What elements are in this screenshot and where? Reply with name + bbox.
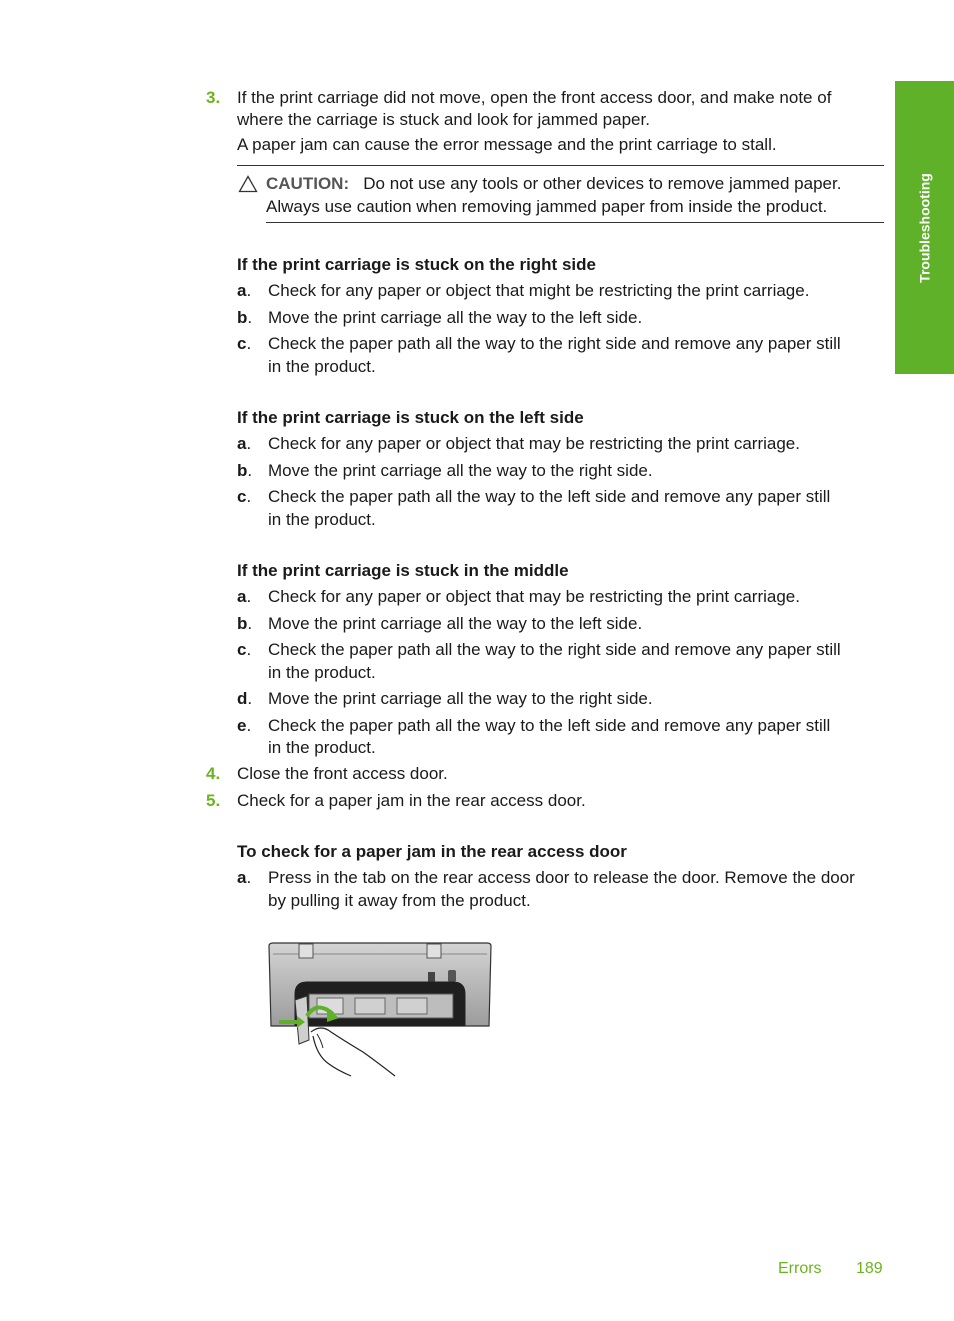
step-text: Close the front access door. — [237, 764, 448, 783]
list-letter: e. — [237, 716, 252, 735]
caution-triangle-icon — [238, 175, 258, 193]
list-item: Press in the tab on the rear access door to release the door. Remove the door — [268, 868, 855, 887]
list-item: Check the paper path all the way to the left side and remove any paper still — [268, 487, 831, 506]
list-item: Move the print carriage all the way to the right side. — [268, 461, 653, 480]
list-item: Move the print carriage all the way to the left side. — [268, 614, 643, 633]
step-text: where the carriage is stuck and look for jammed paper. — [237, 110, 650, 129]
section-tab-label: Troubleshooting — [916, 172, 932, 283]
list-letter: a. — [237, 281, 252, 300]
caution-label: CAUTION: — [266, 174, 350, 193]
list-item: Check the paper path all the way to the right side and remove any paper still — [268, 334, 841, 353]
list-letter: c. — [237, 487, 252, 506]
list-letter: b. — [237, 614, 253, 633]
subheading: If the print carriage is stuck on the right side — [237, 255, 596, 274]
caution-line — [266, 172, 841, 195]
subheading: If the print carriage is stuck on the left side — [237, 408, 584, 427]
caution-text: Do not use any tools or other devices to remove jammed paper. — [363, 174, 842, 193]
list-item: by pulling it away from the product. — [268, 891, 531, 910]
list-item: Check for any paper or object that might be restricting the print carriage. — [268, 281, 810, 300]
list-letter: d. — [237, 689, 253, 708]
section-tab — [895, 81, 954, 374]
step-note: A paper jam can cause the error message and the print carriage to stall. — [237, 135, 777, 154]
caution-bottom-rule — [266, 222, 884, 223]
rear-access-door-illustration — [265, 940, 495, 1080]
step-number: 5. — [206, 791, 221, 810]
list-item: in the product. — [268, 510, 376, 529]
list-letter: b. — [237, 308, 253, 327]
list-item: Move the print carriage all the way to the left side. — [268, 308, 643, 327]
step-number: 3. — [206, 88, 221, 107]
list-letter: c. — [237, 334, 252, 353]
footer-section: Errors — [778, 1260, 822, 1277]
list-item: Check for any paper or object that may be restricting the print carriage. — [268, 587, 800, 606]
list-item: in the product. — [268, 738, 376, 757]
list-letter: b. — [237, 461, 253, 480]
page-number: 189 — [856, 1260, 883, 1277]
list-letter: c. — [237, 640, 252, 659]
subheading: To check for a paper jam in the rear access door — [237, 842, 627, 861]
list-item: in the product. — [268, 663, 376, 682]
list-letter: a. — [237, 434, 252, 453]
list-letter: a. — [237, 587, 252, 606]
caution-top-rule — [237, 165, 884, 166]
caution-text: Always use caution when removing jammed paper from inside the product. — [266, 197, 828, 216]
list-item: Check the paper path all the way to the left side and remove any paper still — [268, 716, 831, 735]
step-text: If the print carriage did not move, open the front access door, and make note of — [237, 88, 832, 107]
list-letter: a. — [237, 868, 252, 887]
list-item: Move the print carriage all the way to the right side. — [268, 689, 653, 708]
step-text: Check for a paper jam in the rear access door. — [237, 791, 586, 810]
step-number: 4. — [206, 764, 221, 783]
list-item: Check the paper path all the way to the right side and remove any paper still — [268, 640, 841, 659]
list-item: Check for any paper or object that may be restricting the print carriage. — [268, 434, 800, 453]
subheading: If the print carriage is stuck in the middle — [237, 561, 569, 580]
list-item: in the product. — [268, 357, 376, 376]
